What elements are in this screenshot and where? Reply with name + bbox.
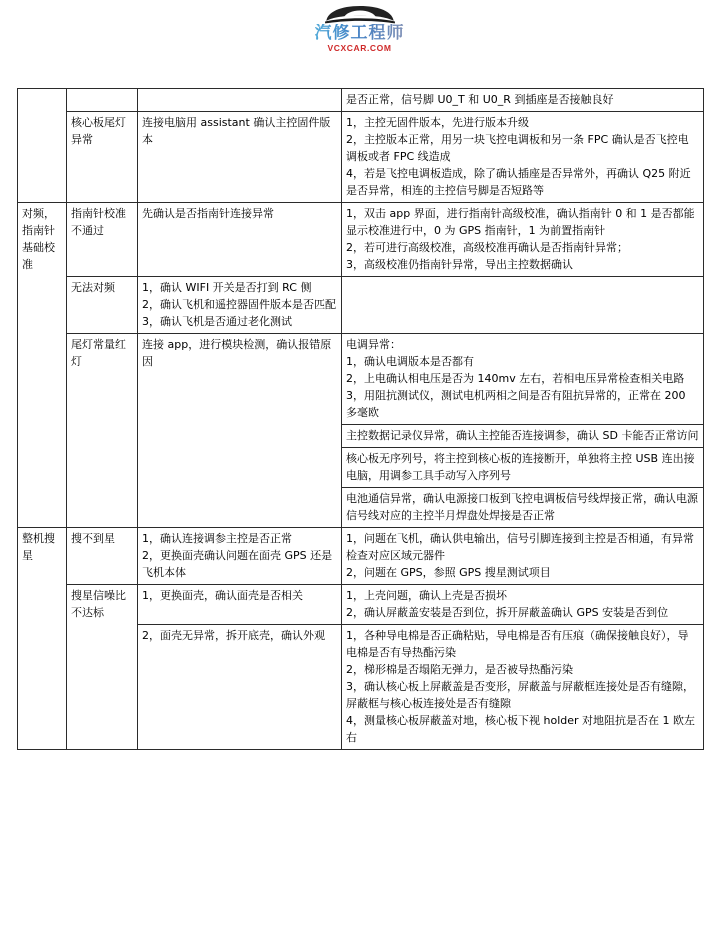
text-line: 核心板无序列号，将主控到核心板的连接断开，单独将主控 USB 连出接电脑，用调参工具手动写入序列号 xyxy=(346,452,695,482)
text-line: 2，上电确认相电压是否为 140mv 左右，若相电压异常检查相关电路 xyxy=(346,372,685,385)
analysis-subrow xyxy=(342,488,703,528)
text-line: 3，确认飞机是否通过老化测试 xyxy=(142,315,292,328)
text-line: 1，各种导电棉是否正确粘贴，导电棉是否有压痕（确保接触良好），导电棉是否有导热酯污染 xyxy=(346,629,689,659)
text-line: 4，若是飞控电调板造成，除了确认插座是否异常外，再确认 Q25 附近是否异常，相连的主控信号脚是否短路等 xyxy=(346,167,691,197)
analysis-block xyxy=(342,425,703,448)
cell-check: 1，更换面壳，确认面壳是否相关 xyxy=(138,585,342,625)
text-line: 3，高级校准仍指南针异常，导出主控数据确认 xyxy=(346,258,573,271)
cell-check xyxy=(138,89,342,112)
cell-analysis xyxy=(342,203,704,277)
cell-symptom: 核心板尾灯异常 xyxy=(67,112,138,203)
table-row xyxy=(18,334,704,528)
text-line: 2，更换面壳确认问题在面壳 GPS 还是飞机本体 xyxy=(142,549,333,579)
cell-check: 先确认是否指南针连接异常 xyxy=(138,203,342,277)
text-line: 1，主控无固件版本，先进行版本升级 xyxy=(346,116,529,129)
cell-analysis xyxy=(342,528,704,585)
cell-analysis xyxy=(342,625,704,750)
text-line: 1，问题在飞机，确认供电输出，信号引脚连接到主控是否相通，有异常检查对应区域元器件 xyxy=(346,532,694,562)
table-row xyxy=(18,203,704,277)
text-line: 1，确认电调版本是否都有 xyxy=(346,355,474,368)
brand-logo xyxy=(0,4,719,64)
cell-check: 连接电脑用 assistant 确认主控固件版本 xyxy=(138,112,342,203)
cell-check: 连接 app，进行模块检测，确认报错原因 xyxy=(138,334,342,528)
table-row xyxy=(18,112,704,203)
text-line: 2，确认屏蔽盖安装是否到位，拆开屏蔽盖确认 GPS 安装是否到位 xyxy=(346,606,669,619)
table-row xyxy=(18,585,704,625)
table-row xyxy=(18,528,704,585)
brand-name-cn: 汽修工程师 xyxy=(314,23,405,43)
cell-check xyxy=(138,528,342,585)
text-line: 2，主控版本正常，用另一块飞控电调板和另一条 FPC 确认是否飞控电调板或者 FPC 线造成 xyxy=(346,133,689,163)
cell-analysis xyxy=(342,585,704,625)
cell-symptom: 尾灯常量红灯 xyxy=(67,334,138,528)
text-line: 2，确认飞机和遥控器固件版本是否匹配 xyxy=(142,298,336,311)
analysis-subrow xyxy=(342,448,703,488)
brand-domain: VCXCAR.COM xyxy=(327,43,392,53)
text-line: 电调异常： xyxy=(346,338,401,351)
cell-symptom xyxy=(67,89,138,112)
analysis-subrow xyxy=(342,425,703,448)
text-line: 是否正常，信号脚 U0_T 和 U0_R 到插座是否接触良好 xyxy=(346,93,614,106)
analysis-subrow xyxy=(342,334,703,425)
cell-check: 2，面壳无异常，拆开底壳，确认外观 xyxy=(138,625,342,750)
text-line: 2，梯形棉是否塌陷无弹力，是否被导热酯污染 xyxy=(346,663,573,676)
cell-analysis xyxy=(342,112,704,203)
cell-symptom: 指南针校准不通过 xyxy=(67,203,138,277)
text-line: 1，双击 app 界面，进行指南针高级校准，确认指南针 0 和 1 是否都能显示校准进行中，0 为 GPS 指南针，1 为前置指南针 xyxy=(346,207,695,237)
text-line: 3，用阻抗测试仪，测试电机两相之间是否有阻抗异常的，正常在 200 多毫欧 xyxy=(346,389,686,419)
analysis-block xyxy=(342,488,703,528)
cell-analysis xyxy=(342,334,704,528)
troubleshooting-table-wrapper xyxy=(17,88,703,750)
text-line: 1，确认 WIFI 开关是否打到 RC 侧 xyxy=(142,281,312,294)
text-line: 1，确认连接调参主控是否正常 xyxy=(142,532,292,545)
cell-category: 对频，指南针基础校准 xyxy=(18,203,67,528)
text-line: 1，上壳问题，确认上壳是否损坏 xyxy=(346,589,507,602)
table-row xyxy=(18,277,704,334)
troubleshooting-table xyxy=(17,88,704,750)
text-line: 2，若可进行高级校准，高级校准再确认是否指南针异常； xyxy=(346,241,628,254)
text-line: 2，问题在 GPS，参照 GPS 搜星测试项目 xyxy=(346,566,551,579)
cell-analysis xyxy=(342,277,704,334)
text-line: 电池通信异常，确认电源接口板到飞控电调板信号线焊接正常，确认电源信号线对应的主控半月焊盘处焊接是否正常 xyxy=(346,492,698,522)
analysis-block xyxy=(342,334,703,425)
cell-symptom: 无法对频 xyxy=(67,277,138,334)
text-line: 主控数据记录仪异常，确认主控能否连接调参，确认 SD 卡能否正常访问 xyxy=(346,429,699,442)
cell-category: 整机搜星 xyxy=(18,528,67,750)
cell-analysis xyxy=(342,89,704,112)
text-line: 4，测量核心板屏蔽盖对地，核心板下视 holder 对地阻抗是否在 1 欧左右 xyxy=(346,714,696,744)
cell-symptom: 搜不到星 xyxy=(67,528,138,585)
cell-symptom: 搜星信噪比不达标 xyxy=(67,585,138,750)
table-row xyxy=(18,89,704,112)
analysis-block xyxy=(342,448,703,488)
text-line: 3，确认核心板上屏蔽盖是否变形，屏蔽盖与屏蔽框连接处是否有缝隙，屏蔽框与核心板连接处是否有缝隙 xyxy=(346,680,694,710)
cell-check xyxy=(138,277,342,334)
cell-category xyxy=(18,89,67,203)
